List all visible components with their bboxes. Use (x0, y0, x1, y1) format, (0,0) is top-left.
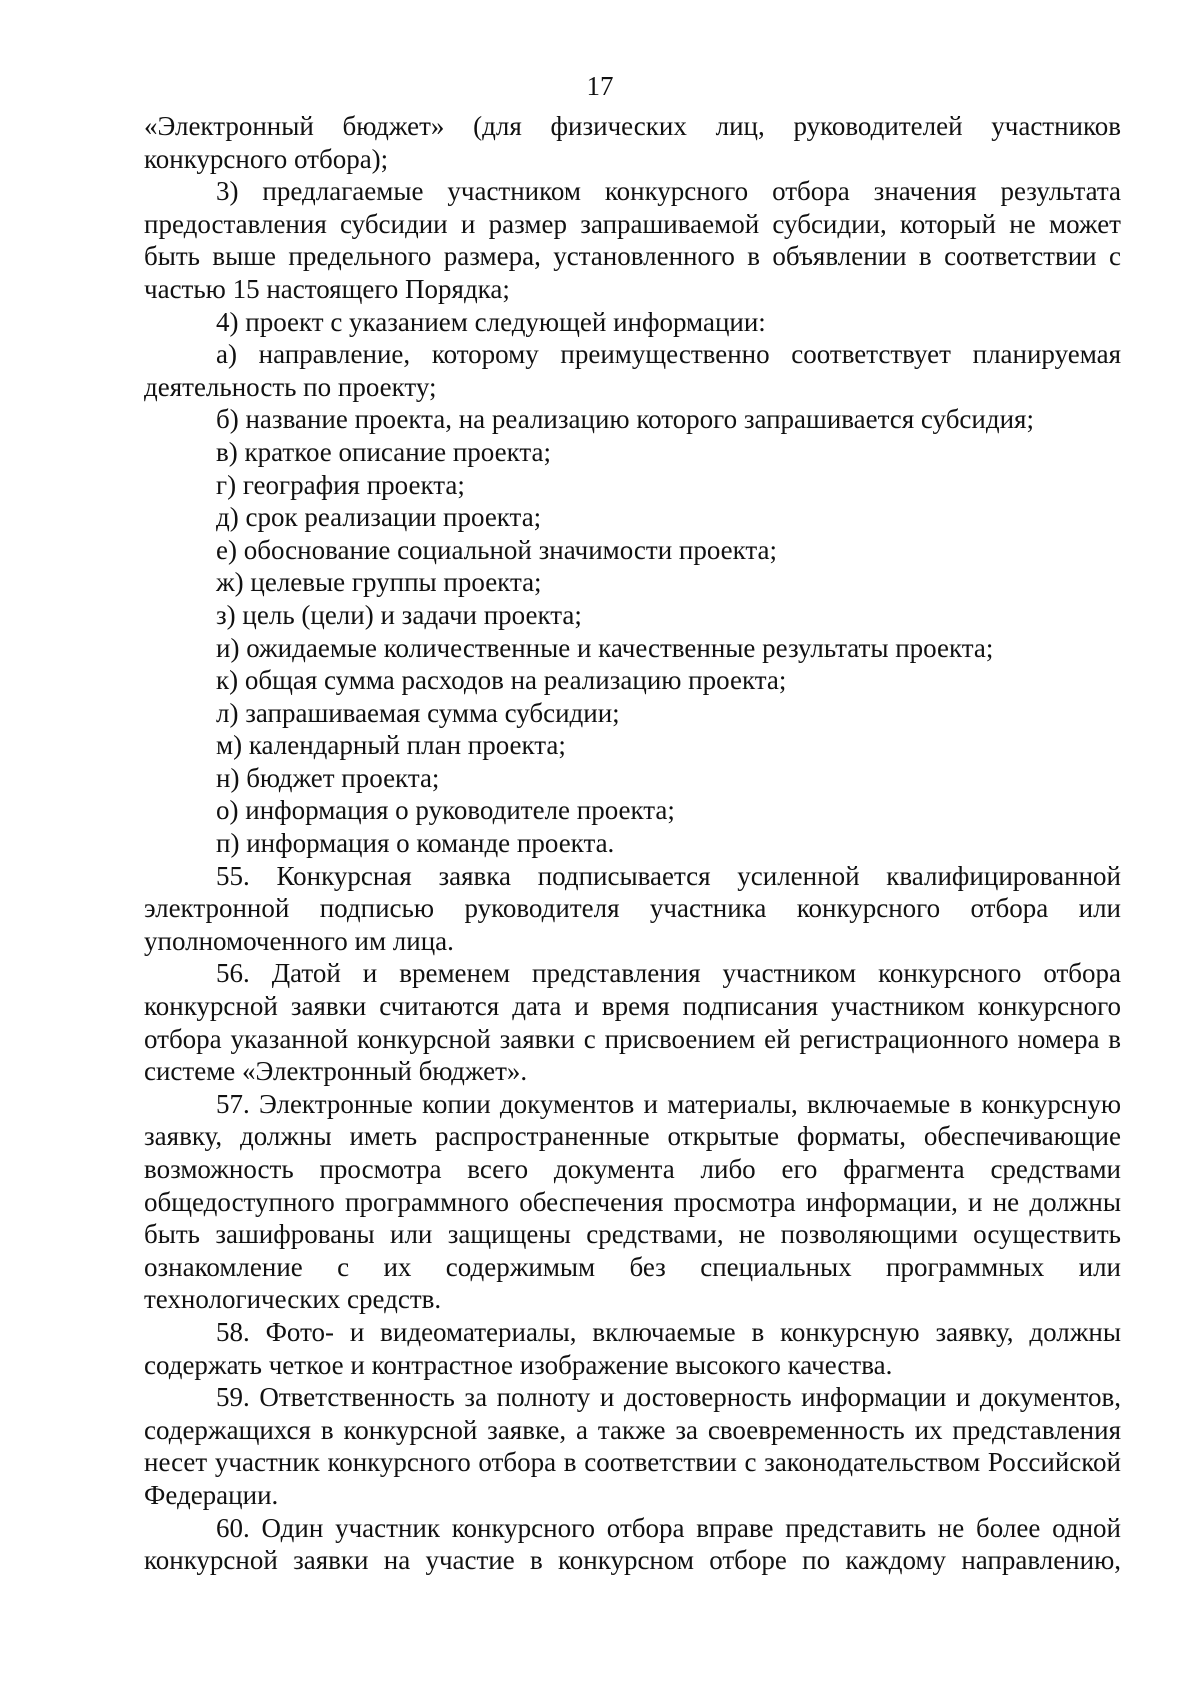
subitem-v: в) краткое описание проекта; (216, 436, 551, 467)
list-item-4: 4) проект с указанием следующей информации: (216, 306, 766, 337)
clause-57: 57. Электронные копии документов и материалы, включаемые в конкурсную заявку, должны иметь распространенные открытые форматы, обеспечивающие возможность просмотра всего документа либо его фрагмента средствами общедоступного программного обеспечения просмотра информации, и не должны быть зашифрованы или защищены средствами, не позволяющими осуществить ознакомление с их содержимым без специальных программных или технологических средств. (144, 1088, 1121, 1315)
subitem-zh: ж) целевые группы проекта; (216, 567, 542, 598)
subitem-b: б) название проекта, на реализацию которого запрашивается субсидия; (216, 404, 1034, 435)
subitem-z: з) цель (цели) и задачи проекта; (216, 599, 582, 630)
paragraph-continuation: «Электронный бюджет» (для физических лиц, руководителей участников конкурсного отбора); (144, 111, 1121, 174)
document-body (144, 110, 1121, 1577)
clause-58: 58. Фото- и видеоматериалы, включаемые в конкурсную заявку, должны содержать четкое и контрастное изображение высокого качества. (144, 1316, 1121, 1380)
clause-55: 55. Конкурсная заявка подписывается усиленной квалифицированной электронной подписью руководителя участника конкурсного отбора или уполномоченного им лица. (144, 860, 1121, 956)
clause-56: 56. Датой и временем представления участником конкурсного отбора конкурсной заявки считаются дата и время подписания участником конкурсного отбора указанной конкурсной заявки с присвоением ей регистрационного номера в системе «Электронный бюджет». (144, 958, 1121, 1087)
page-number: 17 (586, 71, 614, 101)
subitem-a: а) направление, которому преимущественно соответствует планируемая деятельность по проекту; (144, 339, 1121, 402)
subitem-o: о) информация о руководителе проекта; (216, 795, 675, 826)
clause-60: 60. Один участник конкурсного отбора вправе представить не более одной конкурсной заявки на участие в конкурсном отборе по каждому направлению, (144, 1512, 1121, 1576)
subitem-i: и) ожидаемые количественные и качественные результаты проекта; (216, 632, 994, 663)
subitem-k: к) общая сумма расходов на реализацию проекта; (216, 665, 787, 696)
subitem-g: г) география проекта; (216, 469, 465, 500)
subitem-e: е) обоснование социальной значимости проекта; (216, 534, 778, 565)
subitem-l: л) запрашиваемая сумма субсидии; (216, 697, 620, 728)
clause-59: 59. Ответственность за полноту и достоверность информации и документов, содержащихся в конкурсной заявке, а также за своевременность их представления несет участник конкурсного отбора в соответствии с законодательством Российской Федерации. (144, 1382, 1121, 1510)
subitem-p: п) информация о команде проекта. (216, 828, 615, 859)
list-item-3: 3) предлагаемые участником конкурсного отбора значения результата предоставления субсидии и размер запрашиваемой субсидии, который не может быть выше предельного размера, установленного в объявлении в соответствии с частью 15 настоящего Порядка; (144, 176, 1121, 304)
subitem-m: м) календарный план проекта; (216, 730, 566, 761)
subitem-n: н) бюджет проекта; (216, 762, 440, 793)
subitem-d: д) срок реализации проекта; (216, 502, 542, 533)
